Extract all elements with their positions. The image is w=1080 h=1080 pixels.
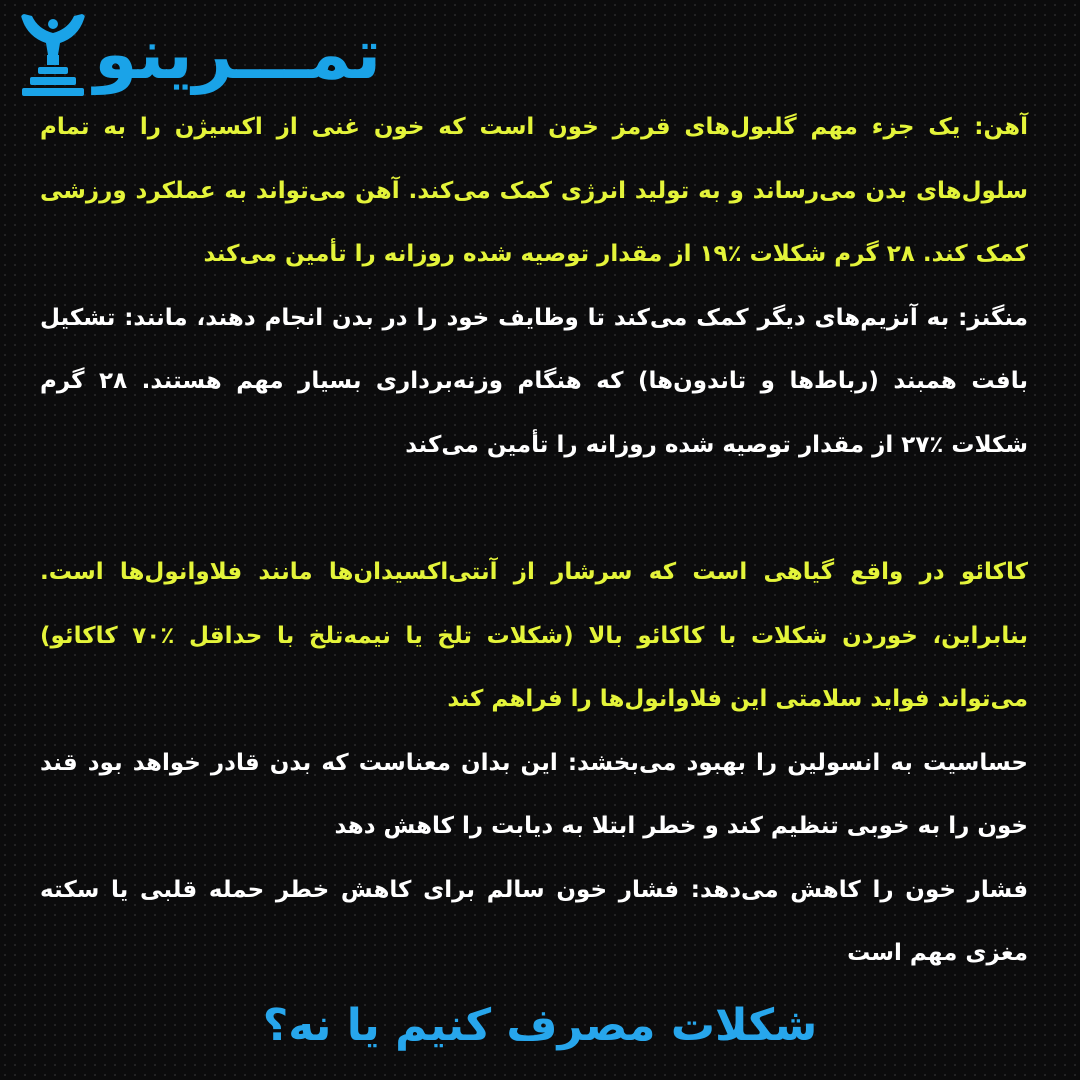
brand-name: تمـــرینو [94,13,382,95]
paragraph-gap [40,477,1028,541]
paragraph-blood-pressure: فشار خون را کاهش می‌دهد: فشار خون سالم برای کاهش خطر حمله قلبی یا سکته مغزی مهم است [40,876,1028,966]
footer-title: شکلات مصرف کنیم یا نه؟ [262,999,818,1051]
paragraph-manganese: منگنز: به آنزیم‌های دیگر کمک می‌کند تا وظایف خود را در بدن انجام دهند، مانند: تشکیل بافت همبند (رباط‌ها و تاندون‌ها) که هنگام وزنه‌برداری بسیار مهم هستند. ۲۸ گرم شکلات ٪۲۷ از مقدار توصیه شده روزانه را تأمین می‌کند [40,304,1028,458]
paragraph-insulin: حساسیت به انسولین را بهبود می‌بخشد: این بدان معناست که بدن قادر خواهد بود قند خون را به خوبی تنظیم کند و خطر ابتلا به دیابت را کاهش دهد [40,749,1028,839]
article-body [40,96,1028,986]
trophy-cup-icon [18,11,88,97]
paragraph-iron: آهن: یک جزء مهم گلبول‌های قرمز خون است که خون غنی از اکسیژن را به تمام سلول‌های بدن می‌رساند و به تولید انرژی کمک می‌کند. آهن می‌تواند به عملکرد ورزشی کمک کند. ۲۸ گرم شکلات ٪۱۹ از مقدار توصیه شده روزانه را تأمین می‌کند [40,114,1028,267]
brand-logo [18,8,381,100]
paragraph-cocoa: کاکائو در واقع گیاهی است که سرشار از آنتی‌اکسیدان‌ها مانند فلاوانول‌ها است. بنابراین، خوردن شکلات با کاکائو بالا (شکلات تلخ یا نیمه‌تلخ با حداقل ٪۷۰ کاکائو) می‌تواند فواید سلامتی این فلاوانول‌ها را فراهم کند [40,559,1029,712]
